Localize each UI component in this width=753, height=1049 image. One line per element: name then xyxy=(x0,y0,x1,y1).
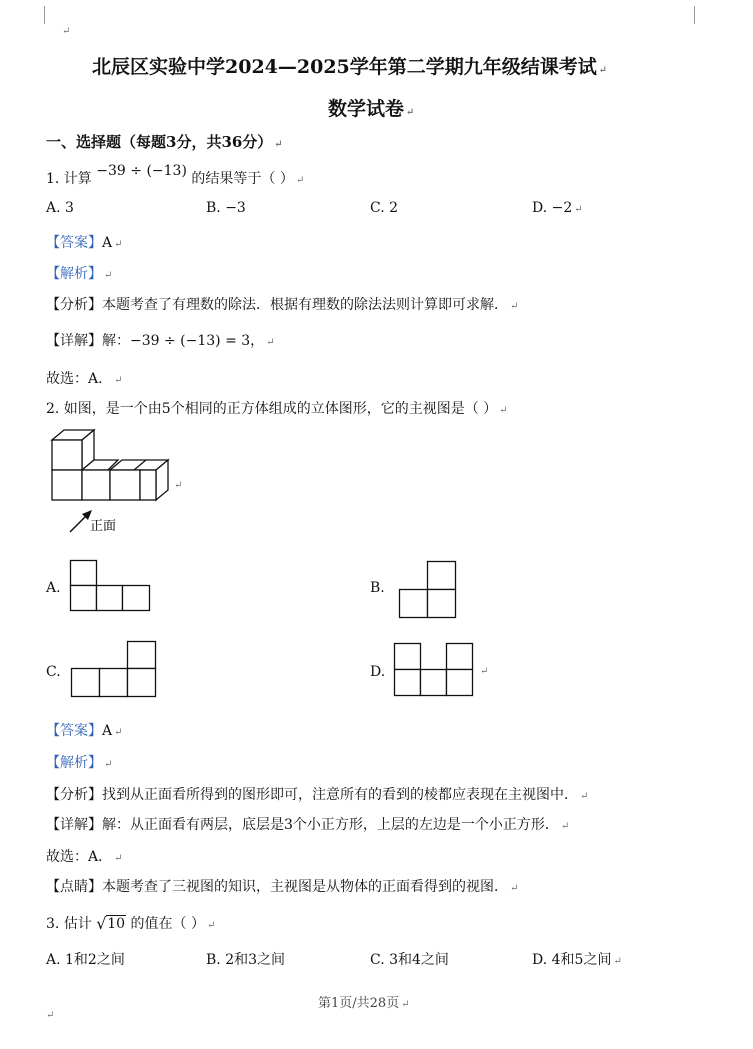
q1-option-d: D. −2 ↵ xyxy=(532,200,583,216)
q2-option-a-label[interactable]: A. xyxy=(46,580,61,596)
q3-option-d: D. 4和5之间 ↵ xyxy=(532,952,622,968)
paragraph-mark: ↵ xyxy=(480,666,489,677)
paragraph-mark: ↵ xyxy=(174,480,183,491)
q1-fenxi: 【分析】本题考查了有理数的除法．根据有理数的除法法则计算即可求解． ↵ xyxy=(46,297,519,313)
q1-option-d-text[interactable]: D. −2 xyxy=(532,200,573,216)
paragraph-mark: ↵ xyxy=(62,26,71,37)
q2-xiangjie: 【详解】解：从正面看有两层，底层是3个小正方形，上层的左边是一个小正方形． ↵ xyxy=(46,817,570,833)
q1-xiangjie: 【详解】解：−39 ÷ (−13) = 3， ↵ xyxy=(46,333,275,349)
corner-mark-top-right xyxy=(694,6,695,24)
subtitle-text: 数学试卷 xyxy=(328,98,405,120)
q3-option-c[interactable]: C. 3和4之间 xyxy=(370,952,449,968)
q2-option-c-label[interactable]: C. xyxy=(46,664,61,680)
q2-answer: 【答案】A ↵ xyxy=(46,723,123,739)
q2-fenxi: 【分析】找到从正面看所得到的图形即可，注意所有的看到的棱都应表现在主视图中． ↵ xyxy=(46,787,589,803)
q1-option-a[interactable]: A. 3 xyxy=(46,200,74,216)
paragraph-mark: ↵ xyxy=(46,1010,55,1021)
q2-option-d-label[interactable]: D. xyxy=(370,664,386,680)
q2-figure-label: 正面 xyxy=(90,519,117,534)
q2-option-a-figure[interactable] xyxy=(70,560,152,614)
q1-expression: −39 ÷ (−13) xyxy=(96,163,187,179)
section-heading: 一、选择题（每题3分，共36分） ↵ xyxy=(46,133,283,151)
q2-option-b-figure[interactable] xyxy=(399,561,459,621)
page-footer: 第1页/共28页 ↵ xyxy=(318,996,410,1011)
page-subtitle: 数学试卷 ↵ xyxy=(328,98,415,120)
q3-sqrt: √ 10 xyxy=(96,914,126,933)
q1-stem: 1. 计算 −39 ÷ (−13) 的结果等于（ ） ↵ xyxy=(46,163,305,187)
corner-mark-top-left xyxy=(44,6,45,24)
q1-option-c[interactable]: C. 2 xyxy=(370,200,399,216)
q1-conclusion: 故选：A． ↵ xyxy=(46,371,123,387)
q3-option-a[interactable]: A. 1和2之间 xyxy=(46,952,125,968)
q3-option-d-text[interactable]: D. 4和5之间 xyxy=(532,952,612,968)
q3-option-b[interactable]: B. 2和3之间 xyxy=(206,952,286,968)
q1-analysis: 【解析】 ↵ xyxy=(46,266,113,282)
q1-answer: 【答案】A ↵ xyxy=(46,235,123,251)
q1-option-b[interactable]: B. −3 xyxy=(206,200,246,216)
q2-stem: 2. 如图，是一个由5个相同的正方体组成的立体图形，它的主视图是（ ） ↵ xyxy=(46,401,508,417)
sqrt-sign-icon: √ xyxy=(96,914,107,933)
q2-option-b-label[interactable]: B. xyxy=(370,580,385,596)
q2-dianjing: 【点睛】本题考查了三视图的知识，主视图是从物体的正面看得到的视图． ↵ xyxy=(46,879,519,895)
q2-conclusion: 故选：A． ↵ xyxy=(46,849,123,865)
title-text: 北辰区实验中学2024—2025学年第二学期九年级结课考试 xyxy=(92,56,597,78)
page-title: 北辰区实验中学2024—2025学年第二学期九年级结课考试 ↵ xyxy=(92,56,608,78)
q2-analysis: 【解析】 ↵ xyxy=(46,755,113,771)
q3-stem: 3. 估计 √ 10 的值在（ ） ↵ xyxy=(46,914,216,933)
section-text: 一、选择题（每题3分，共36分） xyxy=(46,133,273,151)
q2-option-c-figure[interactable] xyxy=(71,641,159,699)
q2-option-d-figure[interactable] xyxy=(394,643,476,699)
